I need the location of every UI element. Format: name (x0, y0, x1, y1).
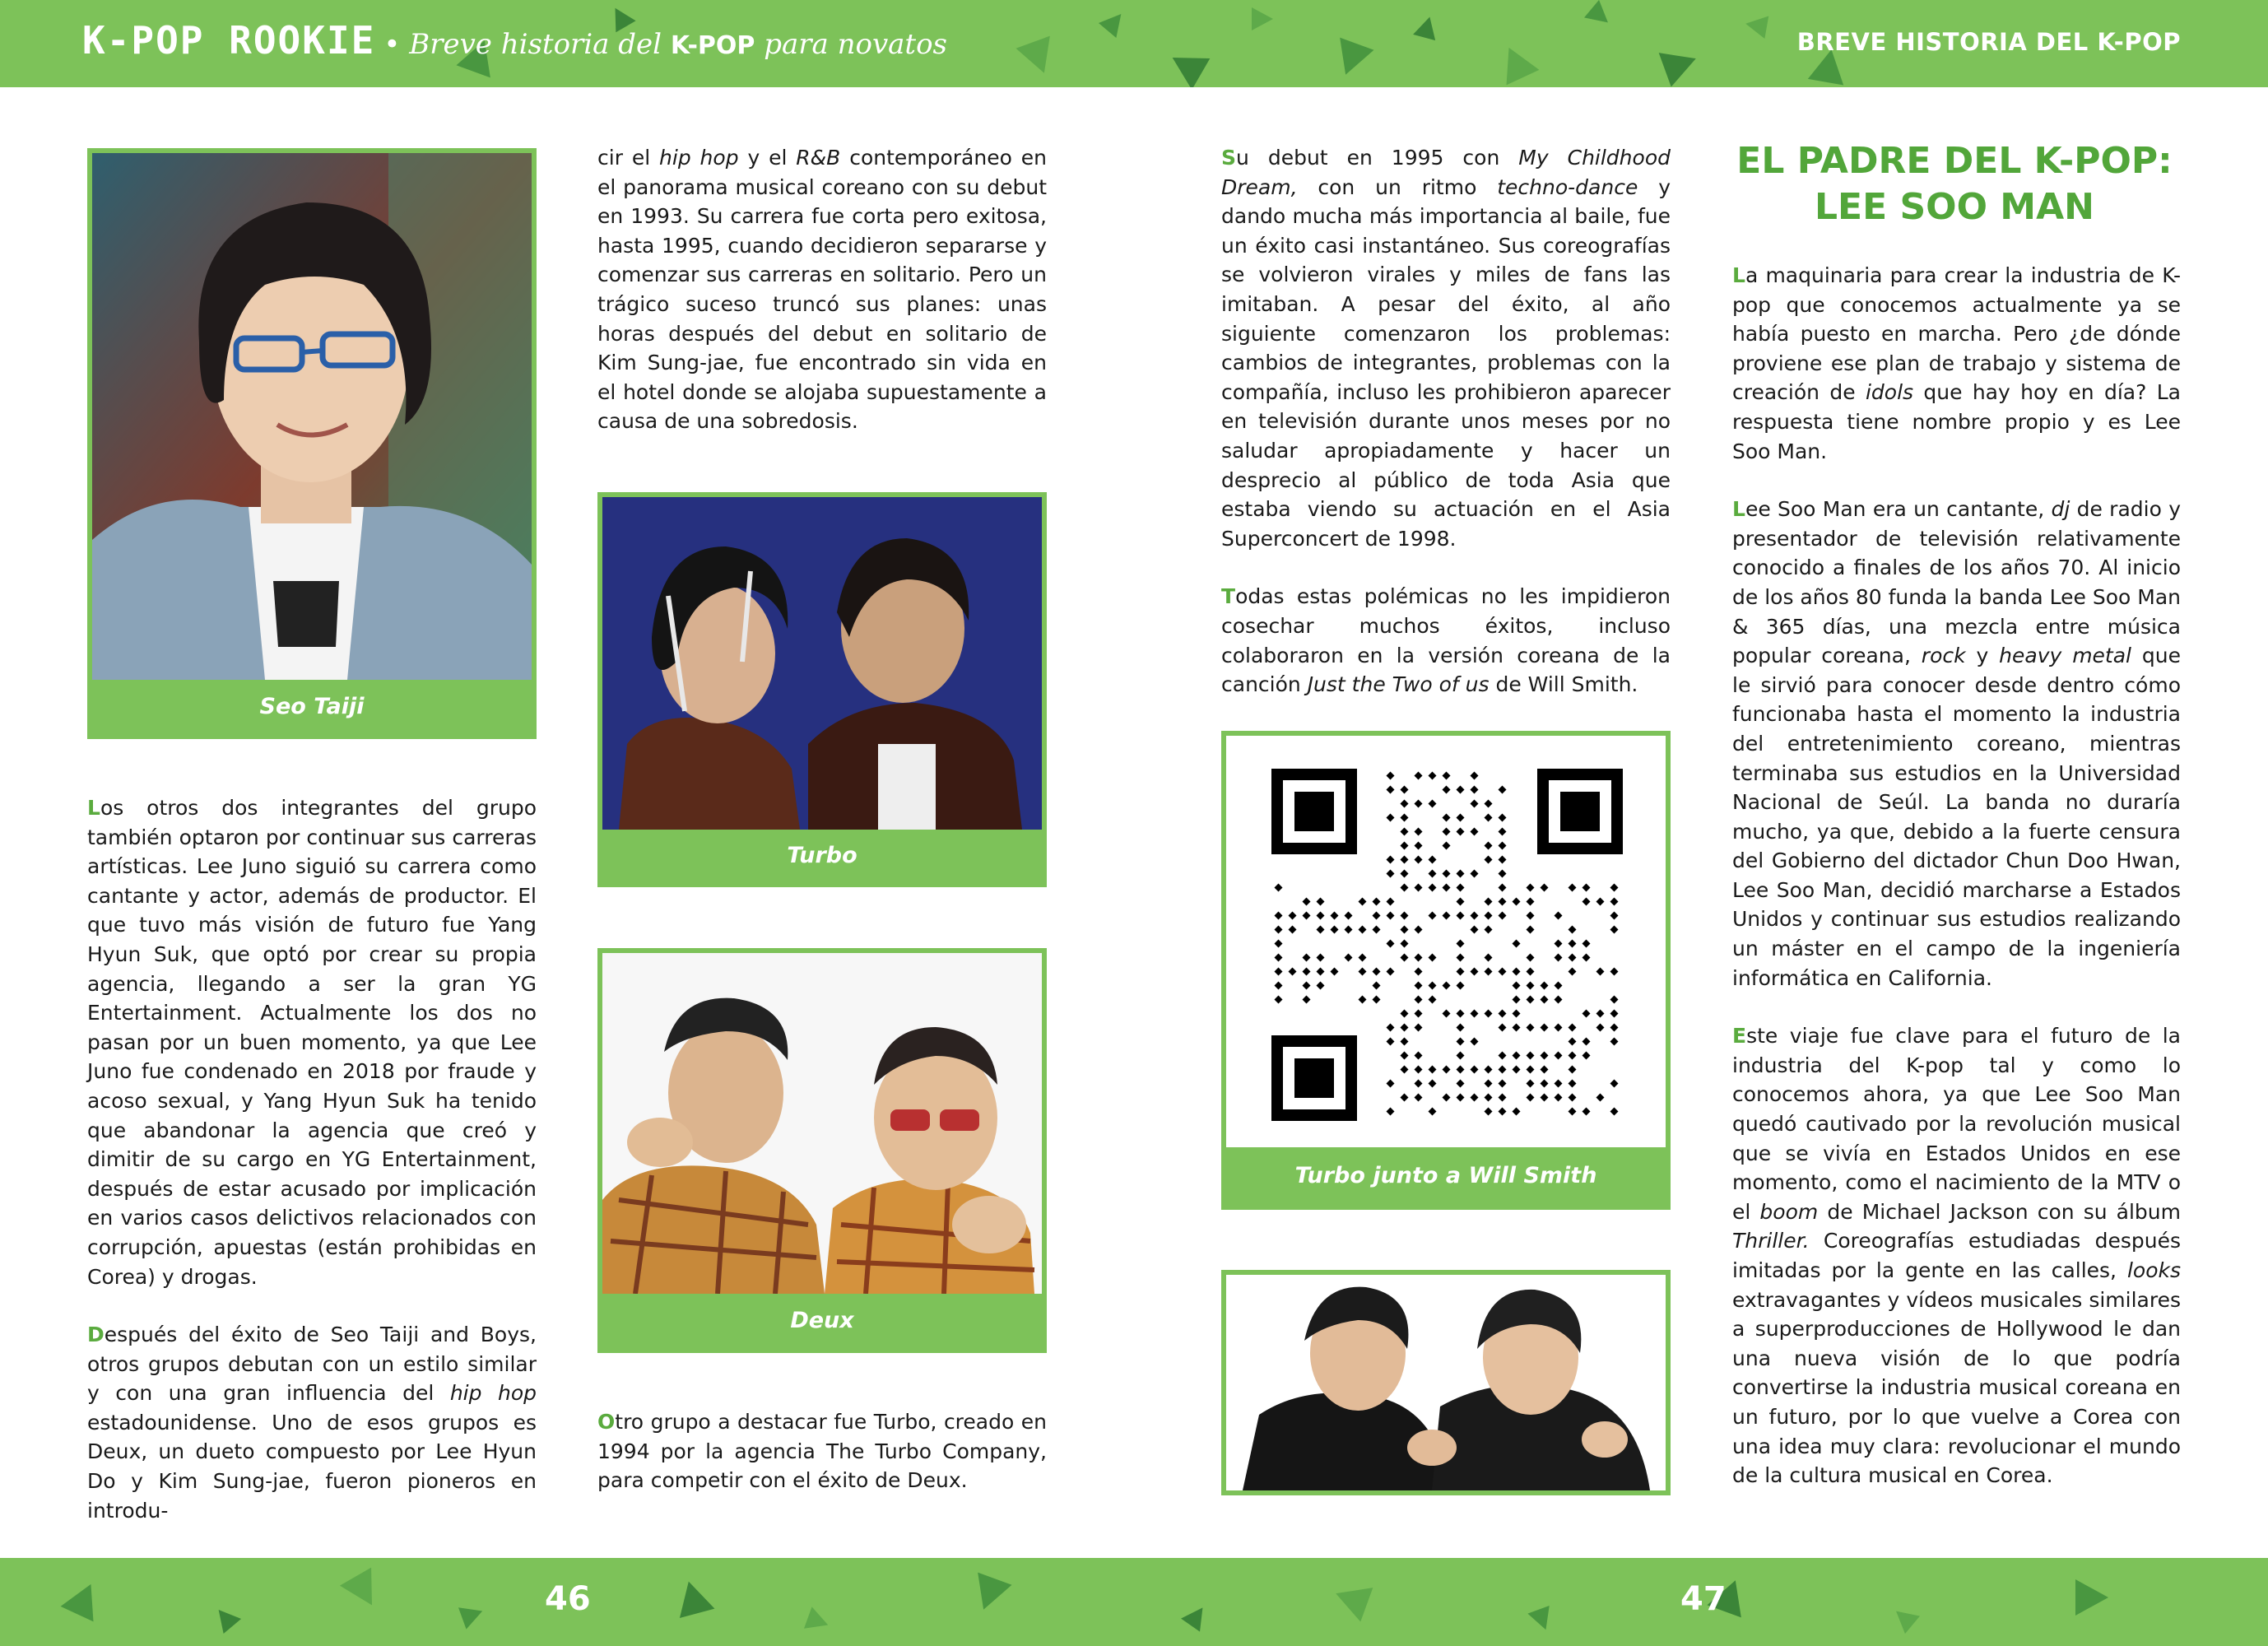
book-subtitle: • Breve historia del K-POP para novatos (383, 28, 948, 61)
photo-turbo (597, 492, 1047, 887)
column-3 (1221, 143, 1671, 700)
series-logo: K-POP ROOKIE (82, 18, 376, 63)
header-title (82, 18, 947, 63)
qr-code[interactable] (1226, 736, 1666, 1152)
footer-band (0, 1558, 2268, 1646)
photo-turbo-duo (1221, 1270, 1671, 1495)
paragraph: Su debut en 1995 con My Childhood Dream, con un ritmo techno-dance y dando mucha más importancia al baile, fue un éxito casi instantáneo. Sus coreografías se volvieron virales y miles de fans las imitaban. A pesar del éxito, al año siguiente comenzaron los problemas: cambios de integrantes, problemas con la compañía, incluso les prohibieron aparecer en televisión durante unos meses por no saludar apropiadamente y hacer un desprecio al público de toda Asia que estaba viendo su actuación en el Asia Superconcert de 1998. (1221, 146, 1671, 551)
caption-turbo: Turbo (787, 843, 857, 868)
qr-code-box (1221, 731, 1671, 1210)
section-heading: EL PADRE DEL K-POP: LEE SOO MAN (1736, 140, 2173, 228)
paragraph: Después del éxito de Seo Taiji and Boys, otros grupos debutan con un estilo similar y con una gran influencia del hip hop estadounidense. Uno de esos grupos es Deux, un dueto compuesto por Lee Hyun Do y Kim Sung-jae, fueron pioneros en introdu- (87, 1323, 537, 1523)
turbo-image (602, 497, 1042, 830)
paragraph: Todas estas polémicas no les impidieron cosechar muchos éxitos, incluso colaboraron en la versión coreana de la canción Just the Two of us de Will Smith. (1221, 584, 1671, 697)
paragraph: Lee Soo Man era un cantante, dj de radio y presentador de televisión relativamente conocido a finales de los años 70. Al inicio de los años 80 funda la banda Lee Soo Man & 365 días, una mezcla entre música popular coreana, rock y heavy metal que le sirvió para conocer desde dentro cómo funcionaba hasta el momento la industria del entretenimiento coreano, mientras terminaba sus estudios en la Universidad Nacional de Seúl. La banda no duraría mucho, ya que, debido a la fuerte censura del Gobierno del dictador Chun Doo Hwan, Lee Soo Man, decidió marcharse a Estados Unidos y continuar sus estudios realizando un máster en el campo de la ingeniería informática en California. (1732, 497, 2182, 990)
running-head: BREVE HISTORIA DEL K-POP (1796, 28, 2181, 56)
column-1 (87, 793, 537, 1525)
seo-taiji-image (92, 153, 532, 680)
column-4 (1732, 261, 2181, 1490)
page-number-right: 47 (1680, 1580, 1727, 1618)
caption-qr: Turbo junto a Will Smith (1226, 1147, 1666, 1205)
caption-deux: Deux (790, 1308, 854, 1333)
paragraph: Este viaje fue clave para el futuro de la industria del K-pop tal y como lo conocemos ahora, ya que Lee Soo Man quedó cautivado por la revolución musical que se vivía en Estados Unidos en ese momento, como el nacimiento de la MTV o el boom de Michael Jackson con su álbum Thriller. Coreografías estudiadas después imitadas por la gente en las calles, looks extravagantes y vídeos musicales similares a superproducciones de Hollywood le dan una nueva visión de lo que podría convertirse la industria musical coreana en un futuro, por lo que vuelve a Corea con una idea muy clara: revolucionar el mundo de la cultura musical en Corea. (1732, 1024, 2181, 1488)
turbo-duo-image (1226, 1275, 1666, 1490)
qr-code-graphic[interactable] (1226, 736, 1666, 1152)
paragraph: cir el hip hop y el R&B contemporáneo en el panorama musical coreano con su debut en 1993. Su carrera fue corta pero exitosa, hasta 1995, cuando decidieron separarse y comenzar sus carreras en solitario. Pero un trágico suceso truncó sus planes: unas horas después del debut en solitario de Kim Sung-jae, fue encontrado sin vida en el hotel donde se alojaba supuestamente a causa de una sobredosis. (597, 146, 1047, 434)
column-2-bottom (597, 1407, 1047, 1495)
page-number-left: 46 (545, 1580, 591, 1618)
photo-deux (597, 948, 1047, 1353)
photo-seo-taiji (87, 148, 537, 739)
column-2-top (597, 143, 1047, 436)
paragraph: Otro grupo a destacar fue Turbo, creado en 1994 por la agencia The Turbo Company, para competir con el éxito de Deux. (597, 1410, 1047, 1493)
deux-image (602, 953, 1042, 1294)
caption-seo-taiji: Seo Taiji (259, 694, 365, 719)
paragraph: Los otros dos integrantes del grupo también optaron por continuar sus carreras artísticas. Lee Juno siguió su carrera como cantante y actor, además de productor. El que tuvo más visión de futuro fue Yang Hyun Suk, que optó por crear su propia agencia, llegando a ser la gran YG Entertainment. Actualmente los dos no pasan por un buen momento, ya que Lee Juno fue condenado en 2018 por fraude y acoso sexual, y Yang Hyun Suk ha tenido que abandonar la agencia que creó y dimitir de su cargo en YG Entertainment, después de estar acusado por implicación en varios casos delictivos relacionados con corrupción, apuestas (están prohibidas en Corea) y drogas. (87, 796, 537, 1289)
header-band (0, 0, 2268, 87)
paragraph: La maquinaria para crear la industria de K-pop que conocemos actualmente ya se había puesto en marcha. Pero ¿de dónde proviene ese plan de trabajo y sistema de creación de idols que hay hoy en día? La respuesta tiene nombre propio y es Lee Soo Man. (1732, 263, 2181, 463)
